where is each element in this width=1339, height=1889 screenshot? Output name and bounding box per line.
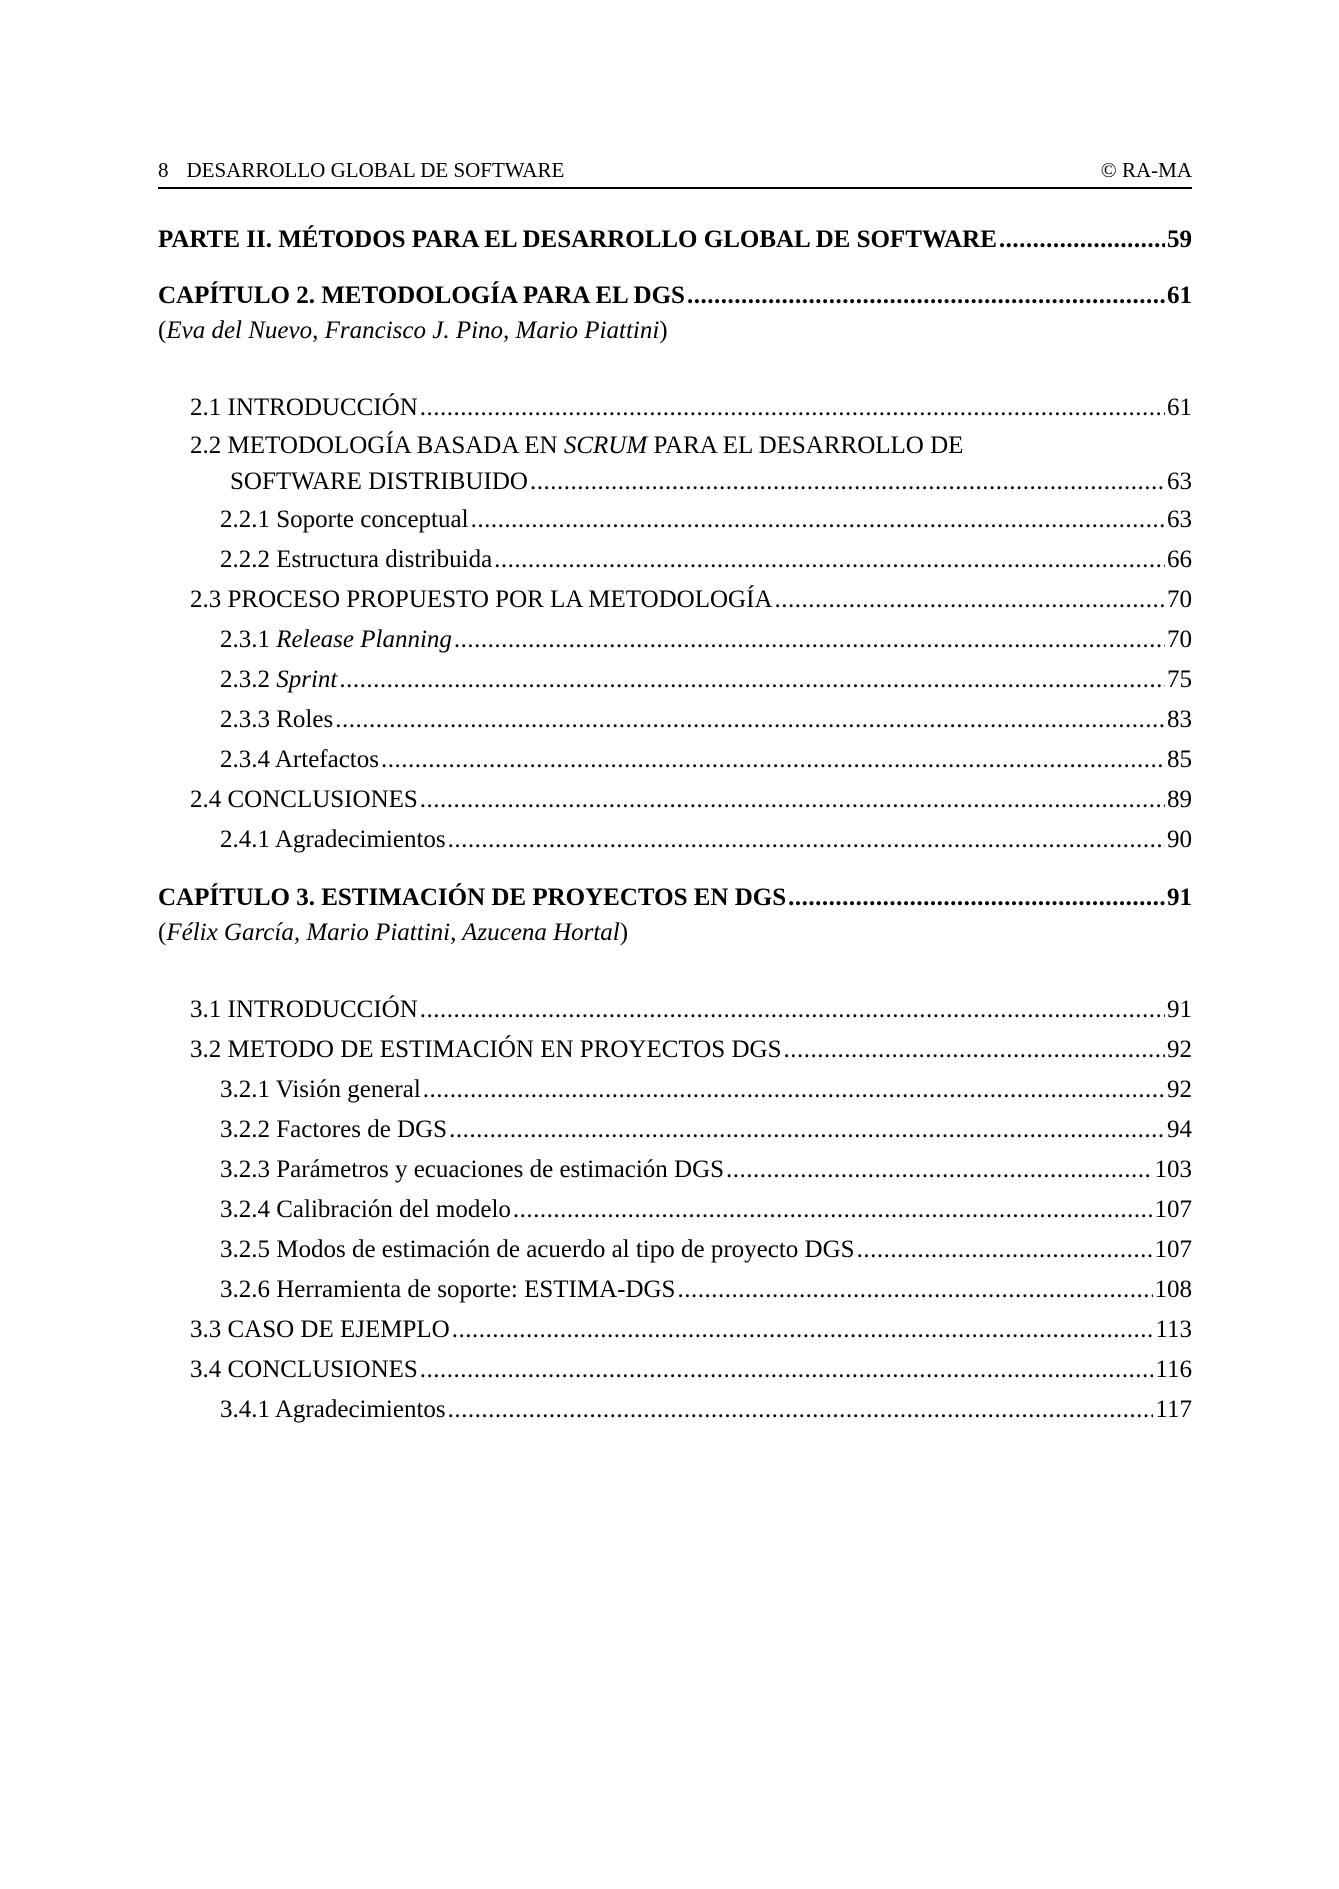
table-of-contents (158, 222, 1192, 1430)
toc-section-2-3[interactable]: 2.3 PROCESO PROPUESTO POR LA METODOLOGÍA ..... 70 (158, 580, 1192, 620)
toc-entry-page: 61 (1167, 282, 1192, 309)
dot-leader (471, 500, 1165, 540)
toc-entry-page: 94 (1167, 1116, 1192, 1143)
toc-section-2-2-1[interactable]: 2.2.1 Soporte conceptual ..... 63 (158, 500, 1192, 540)
toc-entry-title: CAPÍTULO 2. METODOLOGÍA PARA EL DGS (158, 282, 685, 309)
dot-leader (423, 1070, 1165, 1110)
toc-section-2-2[interactable] (158, 428, 1192, 500)
toc-part-2[interactable] (158, 222, 1192, 258)
toc-section-2-2-2[interactable]: 2.2.2 Estructura distribuida ..... 66 (158, 540, 1192, 580)
toc-entry-page: 92 (1167, 1036, 1192, 1063)
dot-leader (420, 388, 1165, 428)
dot-leader (420, 990, 1165, 1030)
toc-entry-title: 3.1 INTRODUCCIÓN (190, 996, 418, 1023)
toc-entry[interactable] (158, 1230, 1192, 1270)
toc-entry[interactable] (158, 1310, 1192, 1350)
dot-leader (449, 1110, 1165, 1150)
toc-section-2-4-1[interactable]: 2.4.1 Agradecimientos ..... 90 (158, 820, 1192, 860)
toc-entry[interactable] (158, 1110, 1192, 1150)
toc-entry[interactable] (158, 1150, 1192, 1190)
toc-chapter-2[interactable] (158, 278, 1192, 314)
toc-section-2-3-2[interactable]: 2.3.2 Sprint ..... 75 (158, 660, 1192, 700)
publisher-mark: © RA-MA (1100, 158, 1192, 182)
dot-leader (530, 464, 1165, 500)
running-title: DESARROLLO GLOBAL DE SOFTWARE (186, 158, 565, 182)
toc-entry-page: 107 (1154, 1236, 1192, 1263)
chapter-3-authors: (Félix García, Mario Piattini, Azucena Hortal) (158, 919, 629, 946)
toc-entry-title: 3.2.5 Modos de estimación de acuerdo al tipo de proyecto DGS (220, 1236, 855, 1263)
toc-entry-title: 3.2 METODO DE ESTIMACIÓN EN PROYECTOS DGS (190, 1036, 782, 1063)
dot-leader (783, 1030, 1165, 1070)
toc-entry-continuation: SOFTWARE DISTRIBUIDO ..... 63 (158, 464, 1192, 500)
toc-entry[interactable] (158, 1070, 1192, 1110)
toc-entry[interactable] (158, 990, 1192, 1030)
dot-leader (339, 660, 1165, 700)
toc-chapter-3[interactable] (158, 880, 1192, 916)
toc-entry-title: 3.2.6 Herramienta de soporte: ESTIMA-DGS (220, 1276, 676, 1303)
toc-entry-title: 3.3 CASO DE EJEMPLO (190, 1316, 450, 1343)
author-list: Eva del Nuevo, Francisco J. Pino, Mario Piattini (166, 317, 660, 344)
dot-leader (448, 820, 1165, 860)
toc-entry[interactable] (158, 1390, 1192, 1430)
toc-entry[interactable] (158, 1030, 1192, 1070)
dot-leader (857, 1230, 1153, 1270)
toc-entry-page: 59 (1167, 226, 1192, 253)
author-list: Félix García, Mario Piattini, Azucena Hortal (166, 919, 620, 946)
toc-entry[interactable] (158, 1270, 1192, 1310)
toc-entry-title-line: 2.2 METODOLOGÍA BASADA EN SCRUM PARA EL DESARROLLO DE (190, 432, 964, 459)
chapter-3-entries (158, 990, 1192, 1430)
chapter-2-authors: (Eva del Nuevo, Francisco J. Pino, Mario Piattini) (158, 317, 668, 344)
dot-leader (513, 1190, 1153, 1230)
toc-entry-title: 3.2.1 Visión general (220, 1076, 421, 1103)
toc-section-2-1[interactable]: 2.1 INTRODUCCIÓN ..... 61 (158, 388, 1192, 428)
toc-entry-page: 103 (1154, 1156, 1192, 1183)
toc-entry-title: 3.2.4 Calibración del modelo (220, 1196, 511, 1223)
toc-entry-page: 91 (1167, 996, 1192, 1023)
dot-leader (452, 1310, 1154, 1350)
toc-entry-page: 116 (1155, 1356, 1192, 1383)
toc-entry-page: 92 (1167, 1076, 1192, 1103)
dot-leader (999, 222, 1165, 258)
toc-entry-title: 3.2.3 Parámetros y ecuaciones de estimación DGS (220, 1156, 725, 1183)
toc-entry-title: PARTE II. MÉTODOS PARA EL DESARROLLO GLOBAL DE SOFTWARE (158, 226, 997, 253)
toc-entry-page: 107 (1154, 1196, 1192, 1223)
toc-entry-page: 108 (1154, 1276, 1192, 1303)
dot-leader (677, 1270, 1152, 1310)
dot-leader (454, 620, 1165, 660)
toc-entry-title: CAPÍTULO 3. ESTIMACIÓN DE PROYECTOS EN DGS (158, 884, 787, 911)
toc-section-2-3-1[interactable]: 2.3.1 Release Planning ..... 70 (158, 620, 1192, 660)
toc-section-2-3-3[interactable]: 2.3.3 Roles ..... 83 (158, 700, 1192, 740)
toc-entry-page: 113 (1155, 1316, 1192, 1343)
toc-entry[interactable] (158, 1350, 1192, 1390)
toc-entry-page: 117 (1155, 1396, 1192, 1423)
dot-leader (420, 780, 1165, 820)
toc-entry-title: 3.2.2 Factores de DGS (220, 1116, 448, 1143)
dot-leader (775, 580, 1166, 620)
dot-leader (420, 1350, 1154, 1390)
dot-leader (494, 540, 1165, 580)
dot-leader (381, 740, 1165, 780)
toc-entry-title: 3.4 CONCLUSIONES (190, 1356, 418, 1383)
toc-entry[interactable] (158, 1190, 1192, 1230)
dot-leader (448, 1390, 1154, 1430)
header-rule (158, 187, 1192, 189)
dot-leader (335, 700, 1165, 740)
toc-section-2-4[interactable]: 2.4 CONCLUSIONES ..... 89 (158, 780, 1192, 820)
dot-leader (687, 278, 1165, 314)
dot-leader (788, 880, 1165, 916)
toc-section-2-3-4[interactable]: 2.3.4 Artefactos ..... 85 (158, 740, 1192, 780)
header-left (158, 158, 582, 182)
dot-leader (726, 1150, 1152, 1190)
page-number: 8 (158, 158, 169, 182)
toc-entry-page: 91 (1167, 884, 1192, 911)
toc-entry-title: 3.4.1 Agradecimientos (220, 1396, 446, 1423)
running-header (158, 158, 1192, 182)
